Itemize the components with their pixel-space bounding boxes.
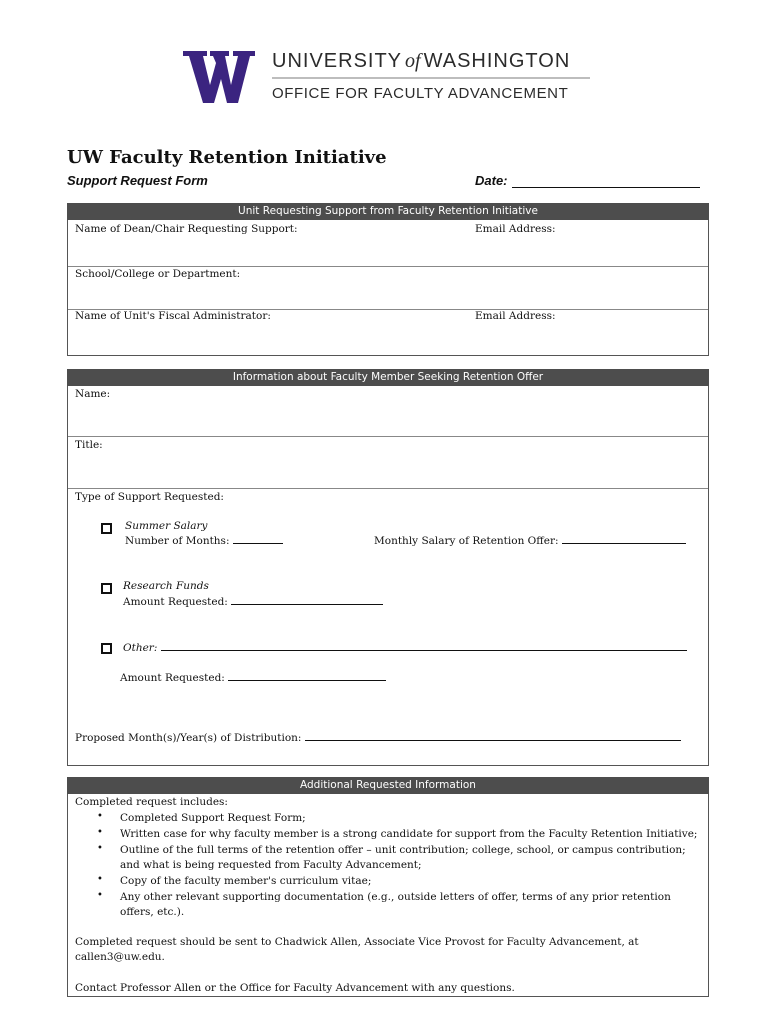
office-name: OFFICE FOR FACULTY ADVANCEMENT: [272, 85, 569, 102]
school-label: School/College or Department:: [75, 268, 241, 280]
section-additional-box: [67, 794, 709, 997]
dean-label: Name of Dean/Chair Requesting Support:: [75, 223, 298, 235]
other-checkbox[interactable]: [101, 643, 112, 654]
send-email-link[interactable]: callen3@uw.edu.: [75, 951, 165, 963]
bullet-icon: •: [97, 827, 103, 838]
section-unit-box: [67, 220, 709, 356]
list-item: Written case for why faculty member is a strong candidate for support from the Faculty Retention Initiative;: [120, 828, 698, 840]
title-row[interactable]: [68, 437, 708, 489]
monthly-salary-field[interactable]: Monthly Salary of Retention Offer:: [374, 535, 686, 547]
date-field[interactable]: [512, 187, 700, 188]
university-name: UNIVERSITY of WASHINGTON: [272, 50, 571, 72]
list-item-continuation: offers, etc.).: [120, 906, 185, 918]
list-item: Completed Support Request Form;: [120, 812, 306, 824]
months-field[interactable]: Number of Months:: [125, 535, 283, 547]
list-item: Any other relevant supporting documentation (e.g., outside letters of offer, terms of any prior retention: [120, 891, 671, 903]
date-label: Date:: [475, 173, 508, 188]
title-label: Title:: [75, 439, 103, 451]
page-title: UW Faculty Retention Initiative: [67, 147, 387, 168]
section-faculty-box: [67, 386, 709, 766]
uw-logo-w-icon: [183, 51, 255, 103]
research-amount-field[interactable]: Amount Requested:: [123, 596, 383, 608]
fiscal-email-label: Email Address:: [475, 310, 556, 322]
distribution-field[interactable]: Proposed Month(s)/Year(s) of Distribution:: [75, 732, 681, 744]
name-label: Name:: [75, 388, 111, 400]
list-item-continuation: and what is being requested from Faculty Advancement;: [120, 859, 422, 871]
other-amount-field[interactable]: Amount Requested:: [120, 672, 386, 684]
bullet-icon: •: [97, 874, 103, 885]
fiscal-row[interactable]: [68, 310, 708, 354]
bullet-icon: •: [97, 811, 103, 822]
support-type-label: Type of Support Requested:: [75, 491, 224, 503]
includes-intro: Completed request includes:: [75, 796, 228, 808]
section-heading-unit: Unit Requesting Support from Faculty Retention Initiative: [67, 203, 709, 220]
research-funds-checkbox[interactable]: [101, 583, 112, 594]
dean-email-label: Email Address:: [475, 223, 556, 235]
section-heading-faculty: Information about Faculty Member Seeking Retention Offer: [67, 369, 709, 386]
other-field[interactable]: Other:: [123, 642, 687, 654]
summer-salary-label: Summer Salary: [125, 520, 208, 532]
name-row[interactable]: [68, 386, 708, 437]
summer-salary-checkbox[interactable]: [101, 523, 112, 534]
bullet-icon: •: [97, 890, 103, 901]
support-type-row: [68, 489, 708, 765]
dean-row[interactable]: [68, 220, 708, 267]
contact-note: Contact Professor Allen or the Office for Faculty Advancement with any questions.: [75, 982, 515, 994]
send-instructions: Completed request should be sent to Chadwick Allen, Associate Vice Provost for Faculty Advancement, at: [75, 936, 639, 948]
list-item: Copy of the faculty member's curriculum vitae;: [120, 875, 372, 887]
fiscal-label: Name of Unit's Fiscal Administrator:: [75, 310, 271, 322]
school-row[interactable]: [68, 266, 708, 310]
research-funds-label: Research Funds: [123, 580, 209, 592]
bullet-icon: •: [97, 843, 103, 854]
list-item: Outline of the full terms of the retention offer – unit contribution; college, school, or campus contribution;: [120, 844, 686, 856]
logo-divider: [272, 77, 590, 79]
page-subtitle: Support Request Form: [67, 173, 208, 188]
section-heading-additional: Additional Requested Information: [67, 777, 709, 794]
